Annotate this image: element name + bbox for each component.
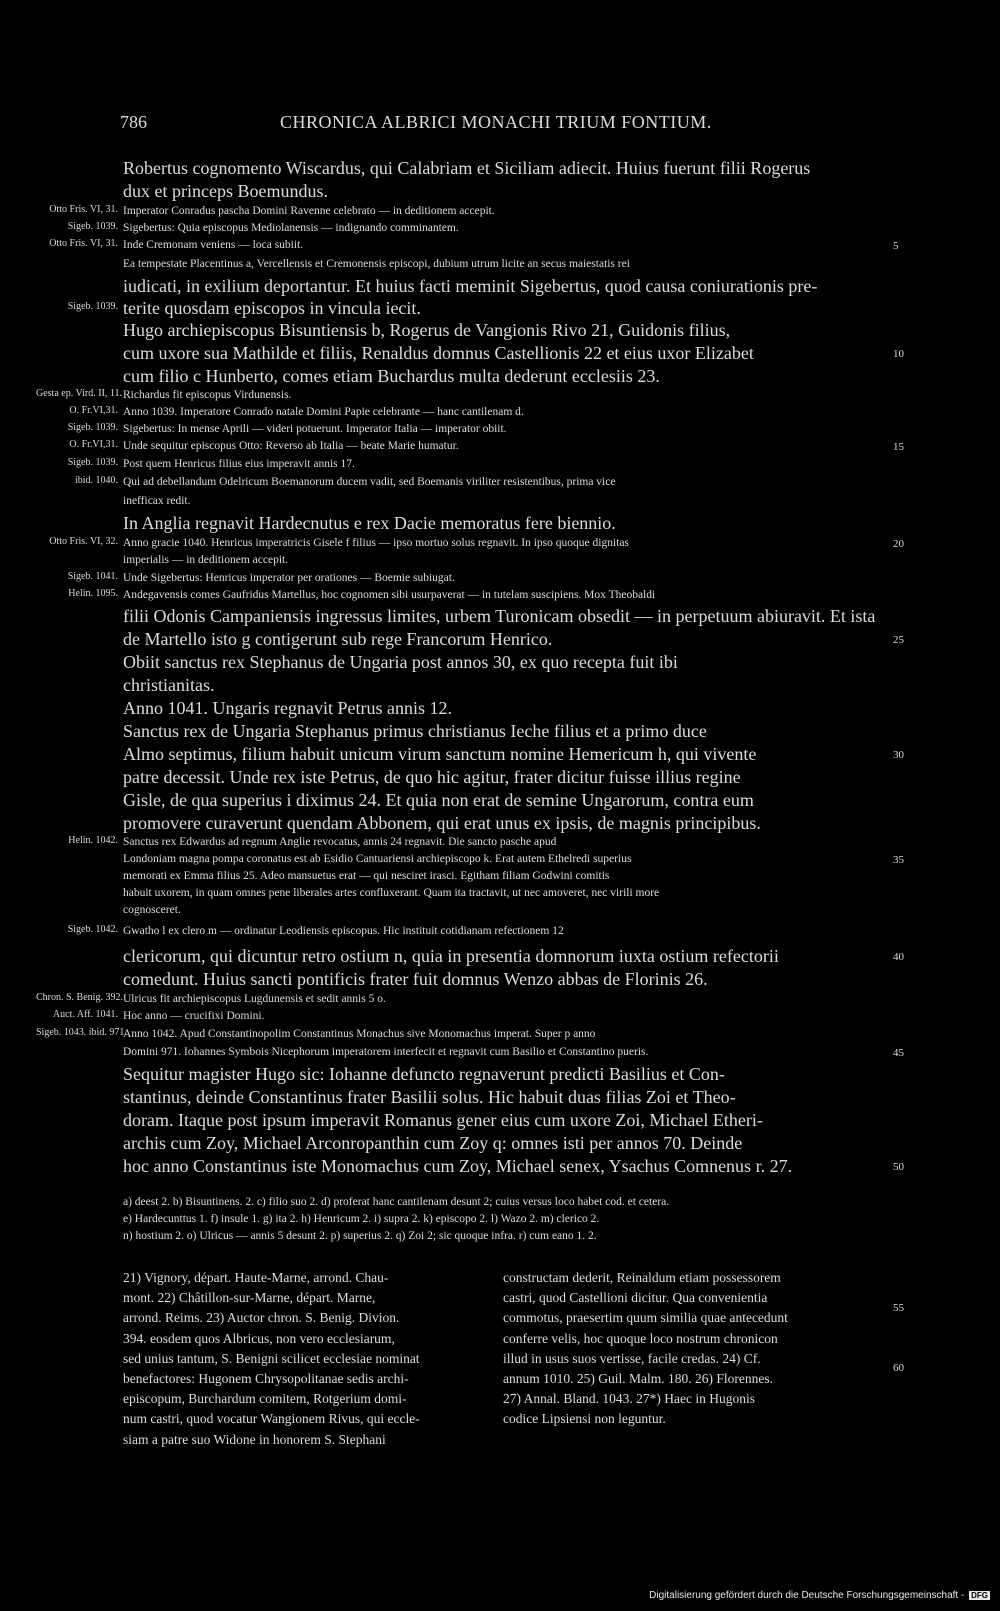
margin-source-ref: Gesta ep. Vird. II, 11. — [36, 388, 123, 399]
margin-source-ref: Chron. S. Benig. 392. — [36, 992, 123, 1003]
line-text: Hoc anno — crucifixi Domini. — [123, 1010, 265, 1022]
margin-source-ref: Auct. Aff. 1041. — [52, 1009, 118, 1020]
line-text: Unde sequitur episcopus Otto: Reverso ab Italia — beate Marie humatur. — [123, 440, 459, 452]
margin-source-ref: Otto Fris. VI, 32. — [49, 536, 118, 547]
margin-source-ref: ibid. 1040. — [74, 475, 118, 486]
line-text: Imperator Conradus pascha Domini Ravenne celebrato — in deditionem accepit. — [123, 205, 495, 217]
note-line: constructam dederit, Reinaldum etiam possessorem — [503, 1270, 781, 1285]
margin-source-ref: Sigeb. 1043. ibid. 971. — [36, 1027, 127, 1038]
line-text: Inde Cremonam veniens — loca subiit. — [123, 239, 304, 251]
line-text: Unde Sigebertus: Henricus imperator per orationes — Boemie subiugat. — [123, 572, 455, 584]
line-text: de Martello isto g contigerunt sub rege Francorum Henrico. — [123, 629, 553, 649]
line-text: Anno 1039. Imperatore Conrado natale Domini Papie celebrante — hanc cantilenam d. — [123, 406, 524, 418]
line-text: Post quem Henricus filius eius imperavit annis 17. — [123, 458, 355, 470]
line-text: Anno gracie 1040. Henricus imperatricis Gisele f filius — ipso mortuo solus regnavit. In ipso quoque dignitas — [123, 537, 629, 549]
margin-source-ref: O. Fr.VI,31. — [69, 405, 118, 416]
margin-source-ref: Sigeb. 1042. — [67, 924, 118, 935]
line-text: Hugo archiepiscopus Bisuntiensis b, Rogerus de Vangionis Rivo 21, Guidonis filius, — [123, 320, 731, 340]
margin-source-ref: Sigeb. 1039. — [67, 221, 118, 232]
note-line: commotus, praesertim quum similia quae antecedunt — [503, 1310, 788, 1326]
note-line: num castri, quod vocatur Wangionem Rivus, qui eccle- — [123, 1411, 420, 1427]
line-number: 30 — [893, 749, 904, 761]
line-text: Ea tempestate Placentinus a, Vercellensis et Cremonensis episcopi, dubium utrum licite an secus maiestatis rei — [123, 258, 630, 270]
digitization-credit — [649, 1590, 990, 1601]
line-number: 50 — [893, 1161, 904, 1173]
note-line: illud in usus suos vertisse, facile credas. 24) Cf. — [503, 1350, 761, 1366]
line-text: patre decessit. Unde rex iste Petrus, de quo hic agitur, frater dicitur fuisse illius regine — [123, 767, 741, 787]
dfg-logo: DFG — [971, 1591, 988, 1600]
line-number: 35 — [893, 854, 904, 866]
line-text: cum uxore sua Mathilde et filiis, Renaldus domnus Castellionis 22 et eius uxor Elizabet — [123, 343, 754, 363]
note-line: codice Lipsiensi non leguntur. — [503, 1411, 666, 1427]
line-number: 15 — [893, 441, 904, 453]
line-number: 25 — [893, 634, 904, 646]
line-text: terite quosdam episcopos in vincula iecit. — [123, 298, 421, 318]
line-text: In Anglia regnavit Hardecnutus e rex Dacie memoratus fere biennio. — [123, 513, 616, 533]
line-text: christianitas. — [123, 675, 215, 695]
note-line: castri, quod Castellioni dicitur. Qua convenientia — [503, 1290, 768, 1306]
line-text: Sanctus rex de Ungaria Stephanus primus christianus Ieche filius et a primo duce — [123, 721, 707, 741]
running-title: CHRONICA ALBRICI MONACHI TRIUM FONTIUM. — [280, 112, 712, 132]
line-text: Andegavensis comes Gaufridus Martellus, hoc cognomen sibi usurpaverat — in tutelam suscipiens. Mox Theobaldi — [123, 589, 656, 601]
line-number: 55 — [893, 1302, 904, 1314]
line-number: 5 — [893, 240, 899, 252]
line-text: clericorum, qui dicuntur retro ostium n, quia in presentia domnorum iuxta ostium refectorii — [123, 946, 779, 966]
note-line: mont. 22) Châtillon-sur-Marne, départ. Marne, — [123, 1290, 376, 1306]
note-line: siam a patre suo Widone in honorem S. Stephani — [123, 1431, 386, 1447]
footnote-line: n) hostium 2. o) Ulricus — annis 5 desunt 2. p) superius 2. q) Zoi 2; sic quoque infra. r) cum eano 1. 2. — [123, 1230, 597, 1242]
line-number: 60 — [893, 1362, 904, 1374]
note-line: sed unius tantum, S. Benigni scilicet ecclesiae nominat — [123, 1350, 420, 1366]
notes-left-column — [123, 1268, 420, 1450]
line-text: Sigebertus: Quia episcopus Mediolanensis — indignando comminantem. — [123, 222, 459, 234]
line-text: Domini 971. Iohannes Symbois Nicephorum imperatorem interfecit et regnavit cum Basilio et Constantino pueris. — [123, 1046, 649, 1058]
line-number: 20 — [893, 538, 904, 550]
line-text: Almo septimus, filium habuit unicum virum sanctum nomine Hemericum h, qui vivente — [123, 744, 757, 764]
page-number: 786 — [120, 112, 147, 132]
line-number: 45 — [893, 1047, 904, 1059]
line-text: imperialis — in deditionem accepit. — [123, 554, 289, 566]
note-line: 21) Vignory, départ. Haute-Marne, arrond. Chau- — [123, 1270, 389, 1285]
footnote-line: e) Hardecunttus 1. f) insule 1. g) ita 2. h) Henricum 2. i) supra 2. k) episcopo 2. l) Wazo 2. m) clerico 2. — [123, 1213, 600, 1225]
line-text: dux et princeps Boemundus. — [123, 181, 328, 201]
note-line: conferre velis, hoc quoque loco nostrum chronicon — [503, 1330, 778, 1346]
line-text: inefficax redit. — [123, 495, 191, 507]
line-text: Obiit sanctus rex Stephanus de Ungaria post annos 30, ex quo recepta fuit ibi — [123, 652, 678, 672]
line-text: filii Odonis Campaniensis ingressus limites, urbem Turonicam obsedit — in perpetuum abiuravit. Et ista — [123, 606, 876, 626]
line-text: doram. Itaque post ipsum imperavit Romanus gener eius cum uxore Zoi, Michael Etheri- — [123, 1110, 763, 1130]
line-text: archis cum Zoy, Michael Arconropanthin cum Zoy q: omnes isti per annos 70. Deinde — [123, 1133, 743, 1153]
notes-right-column — [503, 1268, 788, 1430]
line-text: comedunt. Huius sancti pontificis frater fuit domnus Wenzo abbas de Florinis 26. — [123, 969, 708, 989]
footnote-line: a) deest 2. b) Bisuntinens. 2. c) filio suo 2. d) proferat hanc cantilenam desunt 2; cuius versus loco habet cod. et cetera. — [123, 1196, 670, 1208]
line-text: Anno 1041. Ungaris regnavit Petrus annis 12. — [123, 698, 452, 718]
line-text: iudicati, in exilium deportantur. Et huius facti meminit Sigebertus, quod causa coniurationis pre- — [123, 276, 818, 296]
line-text: habuit uxorem, in quam omnes pene liberales artes confluxerant. Quam ita tractavit, ut nec amoveret, nec virili more — [123, 887, 660, 899]
margin-source-ref: Helin. 1095. — [68, 588, 118, 599]
line-text: stantinus, deinde Constantinus frater Basilii solus. Hic habuit duas filias Zoi et Theo- — [123, 1087, 736, 1107]
line-text: Londoniam magna pompa coronatus est ab Esidio Cantuariensi archiepiscopo k. Erat autem Ethelredi superius — [123, 853, 632, 865]
note-line: episcopum, Burchardum comitem, Rotgerium domi- — [123, 1391, 407, 1407]
line-text: cognosceret. — [123, 904, 181, 916]
line-text: Richardus fit episcopus Virdunensis. — [123, 389, 292, 401]
line-number: 40 — [893, 951, 904, 963]
margin-source-ref: Sigeb. 1039. — [67, 422, 118, 433]
line-text: Robertus cognomento Wiscardus, qui Calabriam et Siciliam adiecit. Huius fuerunt filii Rogerus — [123, 158, 811, 178]
line-text: Sanctus rex Edwardus ad regnum Anglie revocatus, annis 24 regnavit. Die sancto pasche apud — [123, 836, 557, 848]
margin-source-ref: Sigeb. 1039. — [67, 457, 118, 468]
note-line: annum 1010. 25) Guil. Malm. 180. 26) Florennes. — [503, 1371, 773, 1387]
note-line: benefactores: Hugonem Chrysopolitanae sedis archi- — [123, 1371, 409, 1387]
note-line: 394. eosdem quos Albricus, non vero ecclesiarum, — [123, 1330, 395, 1346]
running-header — [0, 112, 1000, 142]
line-text: Gwatho l ex clero m — ordinatur Leodiensis episcopus. Hic instituit cotidianam refectionem 12 — [123, 925, 564, 937]
line-text: cum filio c Hunberto, comes etiam Buchardus multa dederunt ecclesiis 23. — [123, 366, 660, 386]
margin-source-ref: Sigeb. 1039. — [67, 301, 118, 312]
margin-source-ref: Otto Fris. VI, 31. — [49, 204, 118, 215]
line-text: memorati ex Emma filius 25. Adeo mansuetus erat — qui nesciret irasci. Egitham filiam Godwini comitis — [123, 870, 610, 882]
note-line: arrond. Reims. 23) Auctor chron. S. Benig. Divion. — [123, 1310, 400, 1326]
margin-source-ref: Otto Fris. VI, 31. — [49, 238, 118, 249]
line-text: Gisle, de qua superius i diximus 24. Et quia non erat de semine Ungarorum, contra eum — [123, 790, 754, 810]
line-text: Qui ad debellandum Odelricum Boemanorum ducem vadit, sed Boemanis viriliter resistentibus, prima vice — [123, 476, 616, 488]
line-text: promovere curaverunt quendam Abbonem, qui erat unus ex ipsis, de magnis principibus. — [123, 813, 761, 833]
line-text: Sigebertus: In mense Aprili — videri potuerunt. Imperator Italia — imperator obiit. — [123, 423, 507, 435]
margin-source-ref: Helin. 1042. — [68, 835, 118, 846]
line-number: 10 — [893, 348, 904, 360]
margin-source-ref: O. Fr.VI,31. — [69, 439, 118, 450]
note-line: 27) Annal. Bland. 1043. 27*) Haec in Hugonis — [503, 1391, 755, 1407]
line-text: Ulricus fit archiepiscopus Lugdunensis et sedit annis 5 o. — [123, 993, 386, 1005]
line-text: hoc anno Constantinus iste Monomachus cum Zoy, Michael senex, Ysachus Comnenus r. 27. — [123, 1156, 793, 1176]
line-text: Anno 1042. Apud Constantinopolim Constantinus Monachus sive Monomachus imperat. Super p anno — [123, 1028, 596, 1040]
margin-source-ref: Sigeb. 1041. — [67, 571, 118, 582]
credit-text: Digitalisierung gefördert durch die Deutsche Forschungsgemeinschaft - — [649, 1590, 965, 1601]
line-text: Sequitur magister Hugo sic: Iohanne defuncto regnaverunt predicti Basilius et Con- — [123, 1064, 725, 1084]
